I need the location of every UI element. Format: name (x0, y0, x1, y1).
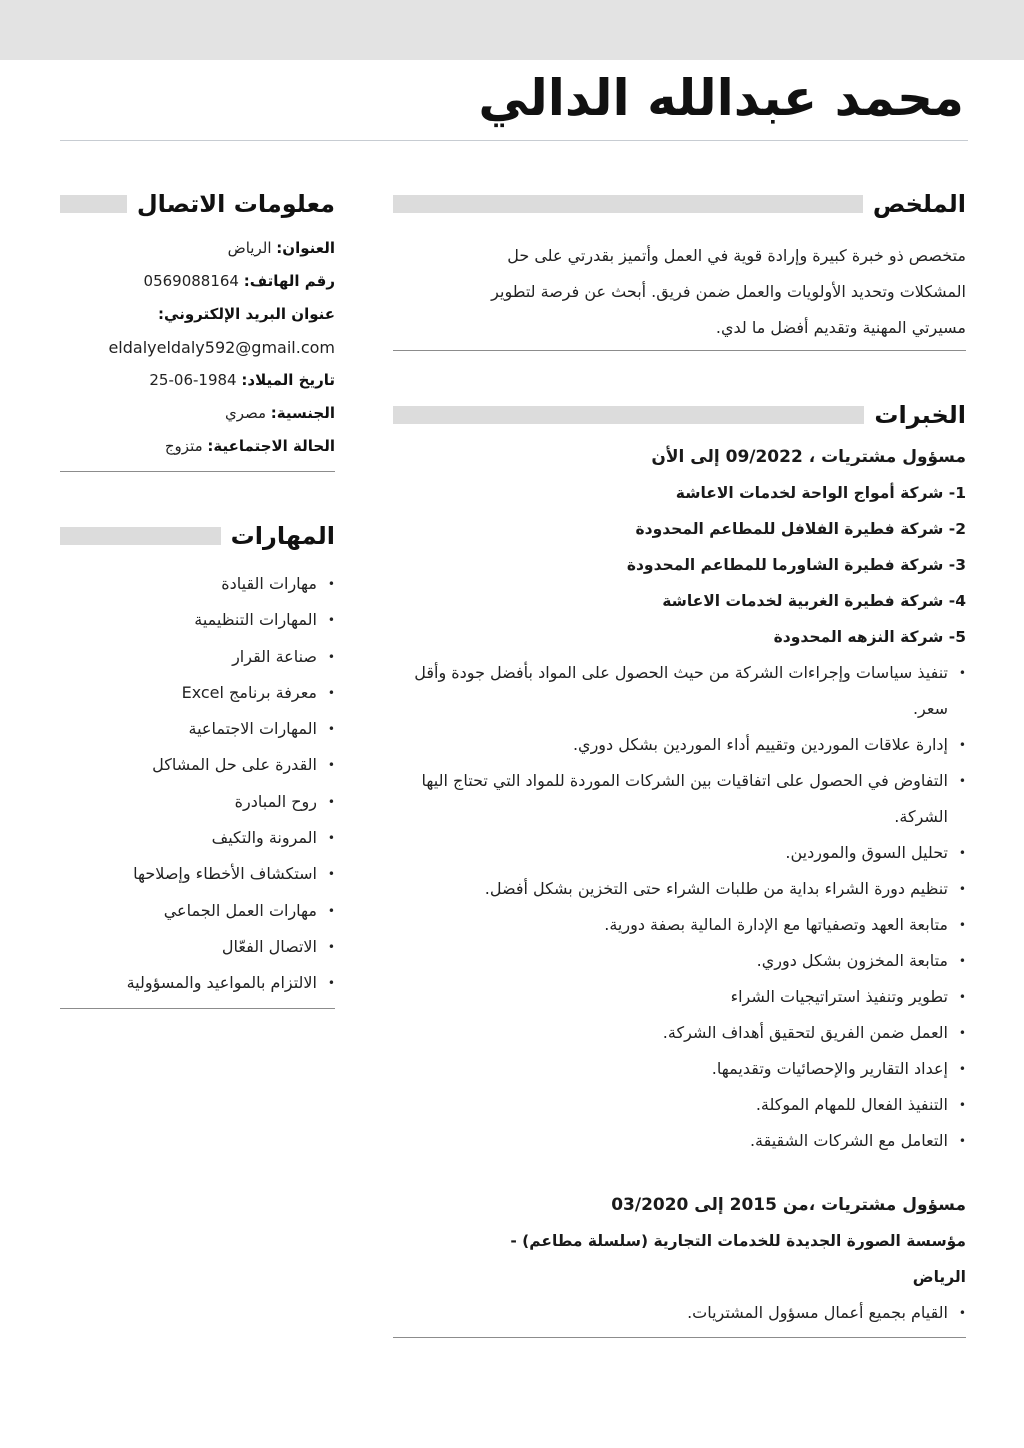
summary-line: المشكلات وتحديد الأولويات والعمل ضمن فريق. أبحث عن فرصة لتطوير (491, 282, 966, 301)
company: مؤسسة الصورة الجديدة للخدمات التجارية (سلسلة مطاعم) - (510, 1232, 966, 1250)
job-duties (393, 1295, 966, 1331)
dob-row (60, 364, 335, 397)
address-label: العنوان: (276, 239, 335, 257)
list-item: • تنفيذ سياسات وإجراءات الشركة من حيث الحصول على المواد بأفضل جودة وأقل سعر. (411, 655, 966, 727)
main-column (393, 188, 966, 1338)
person-name: محمد عبدالله الدالي (478, 69, 964, 127)
section-bar (60, 195, 127, 213)
skills-header (60, 520, 335, 552)
email-value[interactable]: eldalyeldaly592@gmail.com (108, 338, 335, 357)
list-item: • متابعة العهد وتصفياتها مع الإدارة المالية بصفة دورية. (411, 907, 966, 943)
address-row (60, 232, 335, 265)
dob-label: تاريخ الميلاد: (241, 371, 335, 389)
job-title: مسؤول مشتريات ،من 2015 إلى 03/2020 (611, 1195, 966, 1215)
dob-value: 1984-06-25 (149, 371, 237, 389)
job-title: مسؤول مشتريات ، 09/2022 إلى الأن (651, 447, 966, 467)
email-label: عنوان البريد الإلكتروني: (158, 305, 335, 323)
summary-text (393, 238, 966, 346)
list-item: • تنظيم دورة الشراء بداية من طلبات الشراء حتى التخزين بشكل أفضل. (411, 871, 966, 907)
marital-label: الحالة الاجتماعية: (207, 437, 335, 455)
nationality-value: مصري (224, 404, 267, 422)
summary-header (393, 188, 966, 220)
contact-title: معلومات الاتصال (136, 190, 335, 218)
list-item: • إعداد التقارير والإحصائيات وتقديمها. (411, 1051, 966, 1087)
skill-item: • القدرة على حل المشاكل (60, 747, 335, 783)
list-item: • التعامل مع الشركات الشقيقة. (411, 1123, 966, 1159)
job-1 (393, 439, 966, 1159)
contact-info (60, 232, 335, 463)
sidebar-column (60, 188, 335, 1009)
list-item: • التنفيذ الفعال للمهام الموكلة. (411, 1087, 966, 1123)
list-item: • تطوير وتنفيذ استراتيجيات الشراء (411, 979, 966, 1015)
marital-value: متزوج (164, 437, 203, 455)
skill-item: • المهارات الاجتماعية (60, 711, 335, 747)
company: 1- شركة أمواج الواحة لخدمات الاعاشة (675, 484, 966, 502)
top-band (0, 0, 1024, 60)
list-item: • العمل ضمن الفريق لتحقيق أهداف الشركة. (411, 1015, 966, 1051)
experience-title: الخبرات (874, 401, 966, 429)
skill-item: • مهارات القيادة (60, 566, 335, 602)
skills-list (60, 566, 335, 1002)
summary-divider (393, 350, 966, 351)
marital-row (60, 430, 335, 463)
company: 4- شركة فطيرة الغربية لخدمات الاعاشة (662, 592, 966, 610)
skill-item: • مهارات العمل الجماعي (60, 893, 335, 929)
section-bar (393, 195, 863, 213)
phone-label: رقم الهاتف: (243, 272, 335, 290)
nationality-row (60, 397, 335, 430)
address-value: الرياض (227, 239, 272, 257)
nationality-label: الجنسية: (270, 404, 335, 422)
skills-divider (60, 1008, 335, 1009)
skill-item: • المهارات التنظيمية (60, 602, 335, 638)
contact-divider (60, 471, 335, 472)
phone-row (60, 265, 335, 298)
experience-divider (393, 1337, 966, 1338)
skill-item: • معرفة برنامج Excel (60, 675, 335, 711)
job-2 (393, 1187, 966, 1331)
skills-title: المهارات (230, 522, 335, 550)
experience-header (393, 399, 966, 431)
skill-item: • الاتصال الفعّال (60, 929, 335, 965)
section-bar (393, 406, 864, 424)
job-city: الرياض (912, 1268, 966, 1286)
company: 3- شركة فطيرة الشاورما للمطاعم المحدودة (626, 556, 966, 574)
skill-item: • استكشاف الأخطاء وإصلاحها (60, 856, 335, 892)
job-duties (393, 655, 966, 1159)
skill-item: • روح المبادرة (60, 784, 335, 820)
list-item: • إدارة علاقات الموردين وتقييم أداء الموردين بشكل دوري. (411, 727, 966, 763)
summary-line: متخصص ذو خبرة كبيرة وإرادة قوية في العمل وأتميز بقدرتي على حل (507, 246, 966, 265)
contact-header (60, 188, 335, 220)
skill-item: • صناعة القرار (60, 639, 335, 675)
skill-item: • المرونة والتكيف (60, 820, 335, 856)
phone-value: 0569088164 (143, 272, 239, 290)
section-bar (60, 527, 221, 545)
list-item: • القيام بجميع أعمال مسؤول المشتريات. (393, 1295, 966, 1331)
summary-line: مسيرتي المهنية وتقديم أفضل ما لدي. (715, 318, 966, 337)
summary-title: الملخص (872, 190, 966, 218)
email-row (60, 298, 335, 331)
company: 2- شركة فطيرة الفلافل للمطاعم المحدودة (635, 520, 966, 538)
skill-item: • الالتزام بالمواعيد والمسؤولية (60, 965, 335, 1001)
company: 5- شركة النزهه المحدودة (773, 628, 966, 646)
header-divider (60, 140, 968, 141)
list-item: • تحليل السوق والموردين. (411, 835, 966, 871)
list-item: • متابعة المخزون بشكل دوري. (411, 943, 966, 979)
list-item: • التفاوض في الحصول على اتفاقيات بين الشركات الموردة للمواد التي تحتاج اليها الشركة. (411, 763, 966, 835)
